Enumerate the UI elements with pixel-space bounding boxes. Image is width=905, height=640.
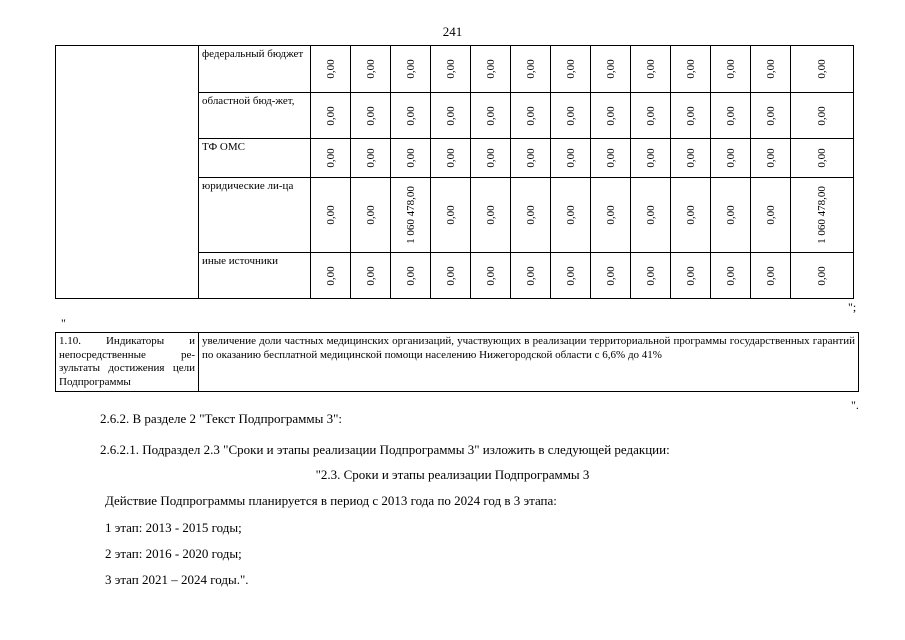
- funding-value: 0,00: [404, 105, 417, 126]
- funding-value-cell: [311, 139, 351, 178]
- funding-value: 0,00: [604, 148, 617, 168]
- funding-value-cell: [511, 139, 551, 178]
- funding-value: 0,00: [724, 105, 737, 126]
- funding-value-cell: [631, 46, 671, 93]
- funding-value-cell: [431, 93, 471, 139]
- stage-1: 1 этап: 2013 - 2015 годы;: [105, 520, 242, 535]
- funding-value: 0,00: [564, 148, 577, 168]
- funding-value: 0,00: [816, 105, 828, 126]
- funding-value: 0,00: [444, 105, 457, 126]
- funding-value: 0,00: [816, 265, 828, 286]
- funding-value-cell: [551, 178, 591, 253]
- closing-quote-mark-2: ".: [851, 398, 859, 412]
- funding-value: 0,00: [724, 265, 737, 286]
- funding-value: 0,00: [604, 105, 617, 126]
- funding-value-cell: [631, 93, 671, 139]
- funding-value: 0,00: [724, 205, 737, 225]
- funding-value: 0,00: [324, 59, 337, 79]
- funding-value-cell: [351, 93, 391, 139]
- funding-value-cell: [511, 178, 551, 253]
- funding-row: [56, 46, 854, 93]
- funding-value-cell: [431, 178, 471, 253]
- funding-value: 0,00: [524, 148, 537, 168]
- funding-value: 0,00: [684, 59, 697, 79]
- funding-value-cell: [591, 178, 631, 253]
- funding-value-cell: [791, 253, 854, 299]
- funding-value-cell: [311, 93, 351, 139]
- funding-value-cell: [631, 253, 671, 299]
- funding-source-label: ТФ ОМС: [199, 139, 311, 178]
- funding-value: 0,00: [484, 265, 497, 286]
- page-number: 241: [442, 24, 463, 39]
- funding-value-cell: [751, 178, 791, 253]
- funding-value-cell: [551, 93, 591, 139]
- funding-value-cell: [711, 93, 751, 139]
- funding-value: 0,00: [324, 205, 337, 225]
- funding-value: 0,00: [564, 59, 577, 79]
- funding-value: 0,00: [644, 59, 657, 79]
- indicator-label: 1.10. Индикаторы и непосредственные ре-зультаты достижения цели Подпрограммы: [56, 333, 199, 392]
- funding-source-label: федеральный бюджет: [199, 46, 311, 93]
- funding-value: 0,00: [764, 105, 777, 126]
- closing-quote-mark: ";: [848, 300, 857, 314]
- funding-value: 0,00: [404, 148, 417, 168]
- funding-value-cell: [391, 178, 431, 253]
- funding-value: 0,00: [764, 59, 777, 79]
- funding-value: 0,00: [364, 59, 377, 79]
- funding-value: 0,00: [764, 148, 777, 168]
- funding-value: 0,00: [684, 205, 697, 225]
- funding-value-cell: [471, 178, 511, 253]
- funding-value: 1 060 478,00: [816, 186, 828, 244]
- funding-value-cell: [791, 178, 854, 253]
- funding-value: 0,00: [364, 205, 377, 225]
- funding-value-cell: [791, 139, 854, 178]
- funding-value-cell: [671, 139, 711, 178]
- stage-2: 2 этап: 2016 - 2020 годы;: [105, 546, 242, 561]
- funding-value: 0,00: [816, 59, 828, 79]
- funding-table: [55, 45, 854, 299]
- funding-value: 0,00: [484, 148, 497, 168]
- funding-value: 0,00: [444, 148, 457, 168]
- funding-value: 0,00: [604, 265, 617, 286]
- funding-value-cell: [591, 139, 631, 178]
- funding-value: 0,00: [604, 205, 617, 225]
- funding-value: 0,00: [644, 148, 657, 168]
- funding-value-cell: [551, 139, 591, 178]
- funding-value: 0,00: [724, 148, 737, 168]
- funding-value: 0,00: [324, 105, 337, 126]
- funding-value-cell: [351, 46, 391, 93]
- funding-value-cell: [511, 93, 551, 139]
- funding-value: 0,00: [644, 265, 657, 286]
- funding-value: 0,00: [684, 265, 697, 286]
- stage-3: 3 этап 2021 – 2024 годы.".: [105, 572, 249, 587]
- funding-value: 0,00: [684, 105, 697, 126]
- funding-value-cell: [551, 253, 591, 299]
- funding-value: 0,00: [444, 265, 457, 286]
- funding-value-cell: [751, 253, 791, 299]
- funding-value-cell: [391, 253, 431, 299]
- funding-value-cell: [471, 93, 511, 139]
- funding-value: 0,00: [404, 59, 417, 79]
- funding-source-label: юридические ли-ца: [199, 178, 311, 253]
- funding-value-cell: [751, 139, 791, 178]
- paragraph-section-2: 2.6.2. В разделе 2 "Текст Подпрограммы 3":: [100, 411, 342, 426]
- funding-value: 0,00: [524, 105, 537, 126]
- funding-value: 0,00: [764, 205, 777, 225]
- funding-value-cell: [511, 46, 551, 93]
- funding-value: 0,00: [444, 205, 457, 225]
- funding-value: 0,00: [524, 265, 537, 286]
- funding-value-cell: [351, 178, 391, 253]
- funding-value-cell: [751, 93, 791, 139]
- opening-quote-mark: ": [61, 316, 66, 330]
- funding-value-cell: [431, 139, 471, 178]
- funding-value-cell: [671, 178, 711, 253]
- funding-source-label: иные источники: [199, 253, 311, 299]
- paragraph-period: Действие Подпрограммы планируется в период с 2013 года по 2024 год в 3 этапа:: [105, 493, 557, 508]
- funding-value: 0,00: [524, 205, 537, 225]
- funding-value: 0,00: [764, 265, 777, 286]
- funding-value: 0,00: [524, 59, 537, 79]
- funding-value-cell: [791, 46, 854, 93]
- funding-value-cell: [511, 253, 551, 299]
- funding-value-cell: [711, 139, 751, 178]
- funding-value-cell: [671, 93, 711, 139]
- funding-value-cell: [351, 253, 391, 299]
- funding-value: 0,00: [644, 205, 657, 225]
- funding-value-cell: [711, 46, 751, 93]
- funding-value: 0,00: [564, 105, 577, 126]
- funding-value: 0,00: [364, 105, 377, 126]
- funding-value: 1 060 478,00: [404, 186, 417, 244]
- funding-value: 0,00: [484, 205, 497, 225]
- funding-value: 0,00: [724, 59, 737, 79]
- funding-value-cell: [311, 253, 351, 299]
- funding-value-cell: [311, 46, 351, 93]
- funding-value: 0,00: [484, 59, 497, 79]
- funding-value-cell: [671, 253, 711, 299]
- indicator-row: [56, 333, 859, 392]
- funding-value-cell: [591, 46, 631, 93]
- funding-value-cell: [471, 46, 511, 93]
- funding-value-cell: [391, 93, 431, 139]
- funding-value-cell: [631, 178, 671, 253]
- funding-value-cell: [431, 253, 471, 299]
- funding-value: 0,00: [364, 148, 377, 168]
- funding-value: 0,00: [324, 265, 337, 286]
- funding-value-cell: [311, 178, 351, 253]
- funding-value: 0,00: [404, 265, 417, 286]
- funding-value-cell: [391, 46, 431, 93]
- funding-value-cell: [351, 139, 391, 178]
- funding-value: 0,00: [564, 205, 577, 225]
- funding-value-cell: [631, 139, 671, 178]
- funding-value-cell: [711, 253, 751, 299]
- funding-value-cell: [711, 178, 751, 253]
- section-heading: "2.3. Сроки и этапы реализации Подпрограммы 3: [315, 467, 590, 482]
- indicator-table: [55, 332, 859, 392]
- funding-value-cell: [791, 93, 854, 139]
- funding-source-label: областной бюд-жет,: [199, 93, 311, 139]
- funding-value: 0,00: [684, 148, 697, 168]
- paragraph-subsection-2-3: 2.6.2.1. Подраздел 2.3 "Сроки и этапы реализации Подпрограммы 3" изложить в следующей редакции:: [100, 442, 670, 457]
- funding-value: 0,00: [604, 59, 617, 79]
- funding-value-cell: [671, 46, 711, 93]
- funding-value-cell: [391, 139, 431, 178]
- funding-value: 0,00: [644, 105, 657, 126]
- funding-value: 0,00: [484, 105, 497, 126]
- funding-value-cell: [551, 46, 591, 93]
- funding-value: 0,00: [444, 59, 457, 79]
- funding-value-cell: [431, 46, 471, 93]
- funding-value: 0,00: [324, 148, 337, 168]
- funding-value-cell: [471, 139, 511, 178]
- funding-value-cell: [471, 253, 511, 299]
- funding-value-cell: [591, 253, 631, 299]
- funding-value: 0,00: [564, 265, 577, 286]
- funding-value-cell: [591, 93, 631, 139]
- funding-value-cell: [751, 46, 791, 93]
- empty-merged-cell: [56, 46, 199, 299]
- indicator-text: увеличение доли частных медицинских организаций, участвующих в реализации территориальной программы государственных гарантий по оказанию бесплатной медицинской помощи населению Нижегородской области с 6,6% до 41%: [199, 333, 859, 392]
- funding-value: 0,00: [816, 148, 828, 168]
- funding-value: 0,00: [364, 265, 377, 286]
